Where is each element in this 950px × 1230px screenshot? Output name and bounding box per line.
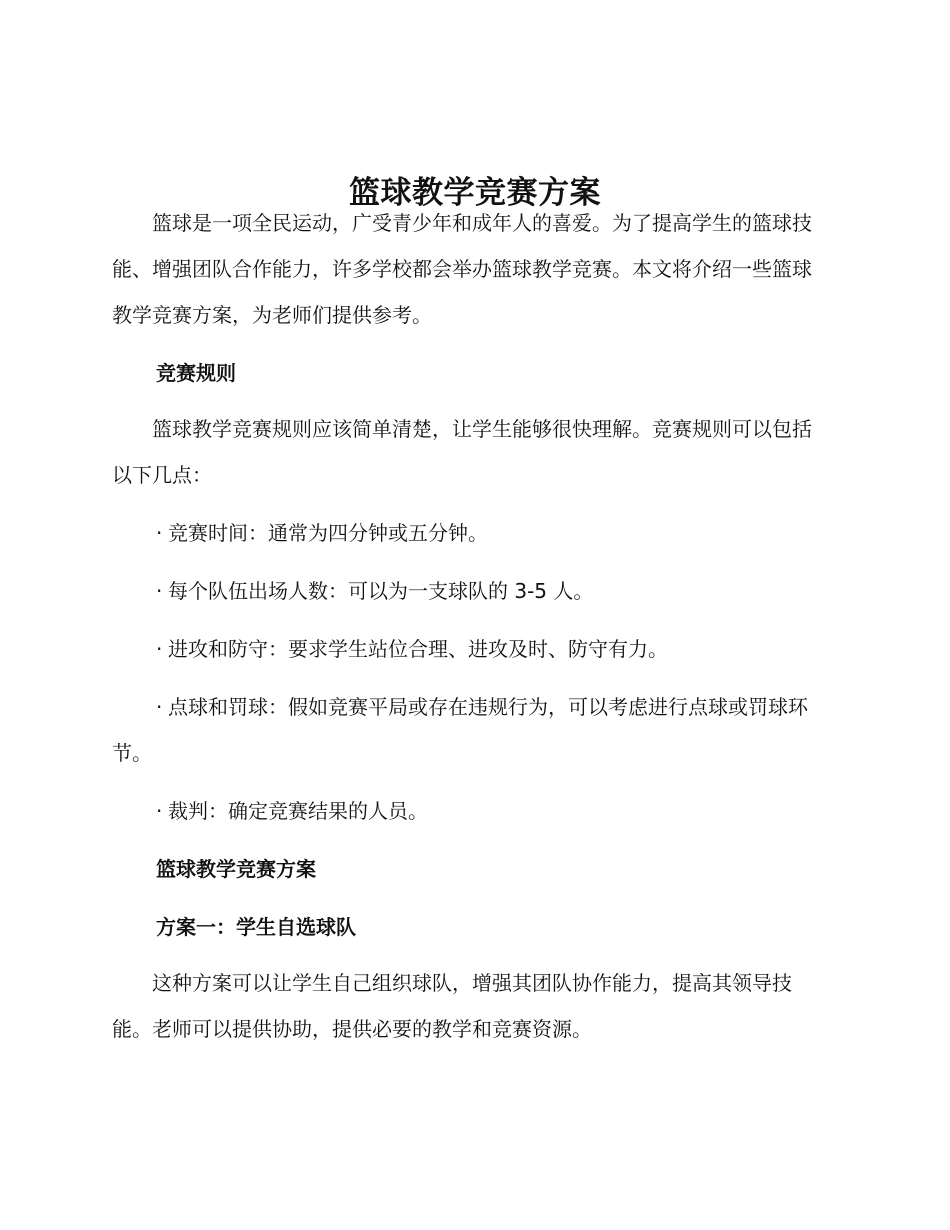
rules-intro-paragraph: 篮球教学竞赛规则应该简单清楚，让学生能够很快理解。竞赛规则可以包括以下几点：	[112, 417, 812, 487]
bullet-dot-icon: ·	[156, 521, 163, 545]
rule-item-referee	[112, 788, 830, 834]
rule-item-text: 每个队伍出场人数：可以为一支球队的 3-5 人。	[168, 579, 594, 603]
rule-item-time	[112, 510, 830, 556]
document-title: 篮球教学竞赛方案	[349, 174, 601, 211]
rule-item-text: 竞赛时间：通常为四分钟或五分钟。	[168, 521, 488, 545]
section-heading-rules: 竞赛规则	[156, 361, 236, 385]
bullet-dot-icon: ·	[156, 579, 163, 603]
plan1-heading: 方案一：学生自选球队	[156, 915, 356, 939]
rule-item-text: 点球和罚球：假如竞赛平局或存在违规行为，可以考虑进行点球或罚球环节。	[112, 695, 808, 765]
rule-item-penalty	[112, 684, 830, 776]
document-body	[112, 200, 830, 1052]
bullet-dot-icon: ·	[156, 637, 163, 661]
rule-item-text: 进攻和防守：要求学生站位合理、进攻及时、防守有力。	[168, 637, 668, 661]
section-heading-plans: 篮球教学竞赛方案	[156, 857, 316, 881]
rule-item-text: 裁判：确定竞赛结果的人员。	[168, 799, 428, 823]
bullet-dot-icon: ·	[156, 799, 163, 823]
intro-paragraph: 篮球是一项全民运动，广受青少年和成年人的喜爱。为了提高学生的篮球技能、增强团队合作能力，许多学校都会举办篮球教学竞赛。本文将介绍一些篮球教学竞赛方案，为老师们提供参考。	[112, 211, 812, 327]
rule-item-offense-defense	[112, 626, 830, 672]
bullet-dot-icon: ·	[156, 695, 163, 719]
plan1-paragraph: 这种方案可以让学生自己组织球队，增强其团队协作能力，提高其领导技能。老师可以提供协助，提供必要的教学和竞赛资源。	[112, 971, 792, 1041]
rule-item-players	[112, 568, 830, 614]
